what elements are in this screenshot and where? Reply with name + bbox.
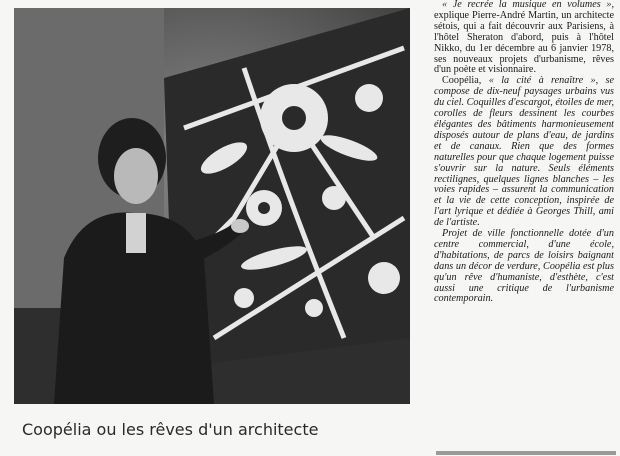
photo-illustration (14, 8, 410, 404)
photo-caption: Coopélia ou les rêves d'un architecte (22, 420, 319, 439)
quote-1: « Je recrée la musique en volumes » (442, 0, 612, 10)
paragraph-1 (434, 0, 614, 76)
paragraph-2-lead: Coopélia, (442, 75, 489, 87)
article-photo (14, 8, 410, 404)
paragraph-2 (434, 76, 614, 229)
quote-2: « la cité à renaître » (488, 75, 596, 87)
article-column (434, 0, 614, 452)
paragraph-2-text: , se compose de dix-neuf paysages urbains vus du ciel. Coquilles d'escargot, étoiles de mer, corolles de fleurs dessinent les courbes élégantes des bâtiments harmonieusement disposés autour de plans d'eau, de jardins et de canaux. Rien que des formes naturelles pour que chaque logement puisse s'ouvrir sur la nature. Seuls éléments rectilignes, quelques lignes blanches – les voies rapides – assurent la communication et la vie de cette conception, inspirée de l'art lyrique et dédiée à Georges Thill, ami de l'artiste. (434, 75, 614, 229)
column-rule (436, 451, 616, 455)
paragraph-1-text: , explique Pierre-André Martin, un architecte sétois, qui a fait découvrir aux Parisiens, à l'hôtel Sheraton d'abord, puis à l'hôtel Nikko, du 1er décembre au 6 janvier 1978, ses nouveaux projets d'urbanisme, rêves d'un poète et visionnaire. (434, 0, 614, 76)
paragraph-3: Projet de ville fonctionnelle dotée d'un centre commercial, d'une école, d'habitations, de parcs de loisirs baignant dans un décor de verdure, Coopélia est plus qu'un rêve d'humaniste, d'esthète, c'est aussi une critique de l'urbanisme contemporain. (434, 228, 614, 305)
